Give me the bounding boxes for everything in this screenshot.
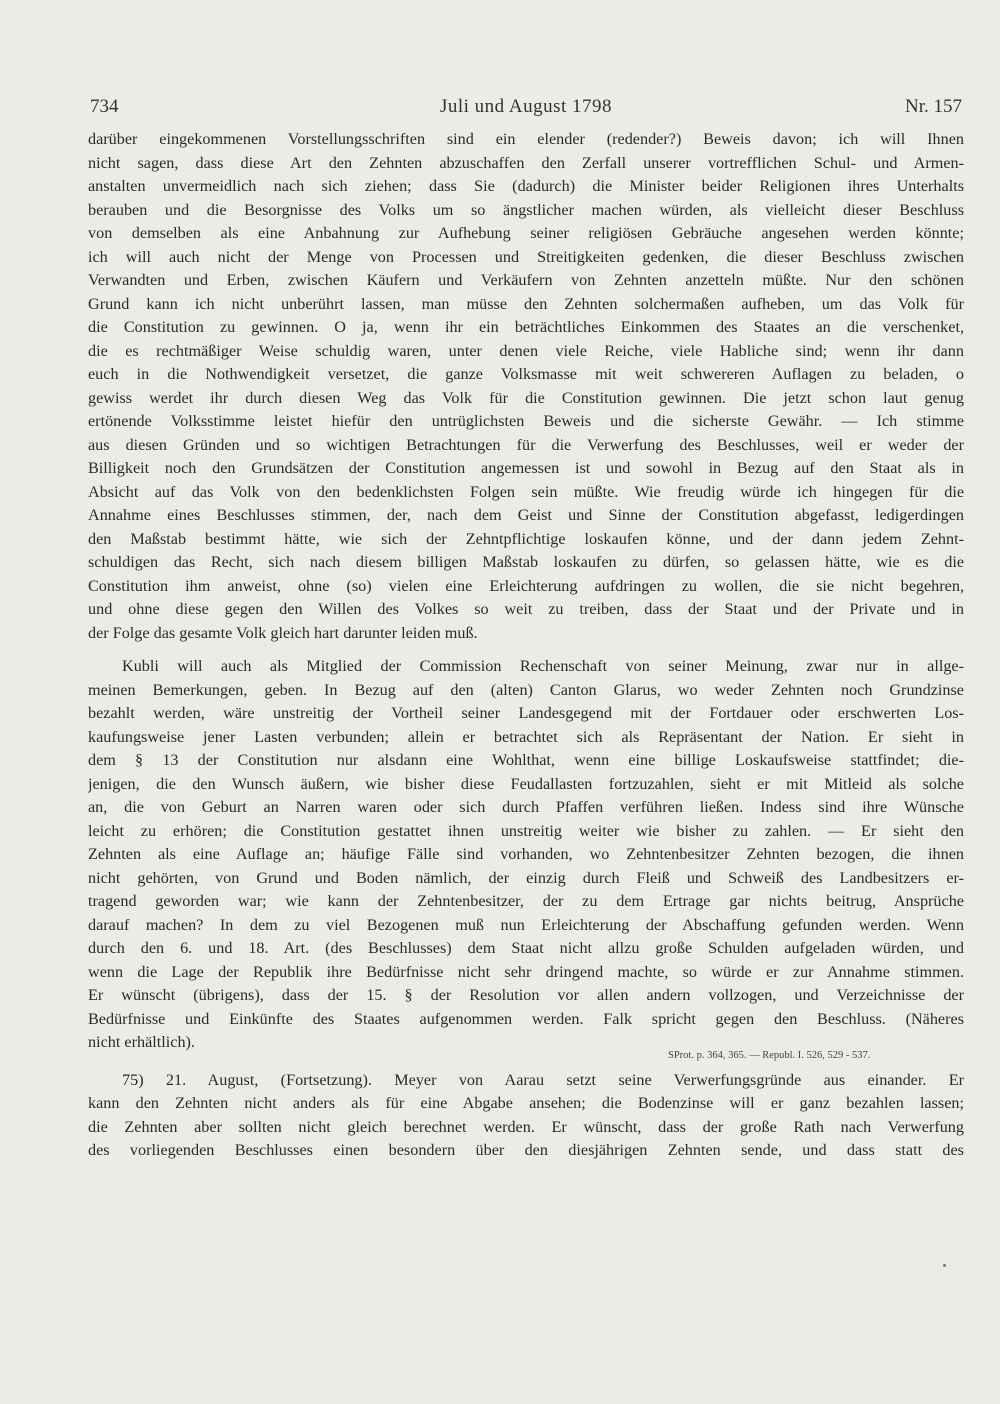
text-line: anstalten unvermeidlich nach sich ziehen; dass Sie (dadurch) die Minister beider Religionen ihres Unterhalts [88,177,964,195]
text-line: bezahlt werden, wäre unstreitig der Vortheil seiner Landesgegend mit der Fortdauer oder erschwerten Los- [88,704,964,722]
text-line: die Constitution zu gewinnen. O ja, wenn ihr ein beträchtliches Einkommen des Staates an die verschenket, [88,318,964,336]
text-line: den Maßstab bestimmt hätte, wie sich der Zehntpflichtige loskaufen könne, und der dann jedem Zehnt- [88,529,964,548]
text-line: und ohne diese gegen den Willen des Volkes so weit zu treiben, dass der Staat und der Private und in [88,600,964,618]
text-line: 75) 21. August, (Fortsetzung). Meyer von Aarau setzt seine Verwerfungsgründe aus einander. Er [122,1070,964,1089]
text-line: von demselben als eine Anbahnung zur Aufhebung seiner religiösen Gebräuche angesehen werden könnte; [88,224,964,242]
text-line: des vorliegenden Beschlusses einen besondern über den diesjährigen Zehnten sende, und dass statt des [88,1141,964,1159]
text-line: der Folge das gesamte Volk gleich hart darunter leiden muß. [88,623,478,642]
document-number: Nr. 157 [905,96,962,117]
text-line: Zehnten als eine Auflage an; häufige Fälle sind vorhanden, wo Zehntenbesitzer Zehnten bezogen, die ihnen [88,845,964,863]
text-line: Er wünscht (übrigens), dass der 15. § der Resolution vor allen andern vollzogen, und Verzeichnisse der [88,986,964,1004]
text-line: nicht gehörten, von Grund und Boden nämlich, der einzig durch Fleiß und Schweiß des Landbesitzers er- [88,868,964,887]
text-line: Kubli will auch als Mitglied der Commission Rechenschaft von seiner Meinung, zwar nur in allge- [122,657,964,675]
text-line: Billigkeit noch den Grundsätzen der Constitution angemessen ist und sowohl in Bezug auf den Staat als in [88,459,964,477]
text-line: ertönende Volksstimme leistet hiefür den untrüglichsten Beweis und die sicherste Gewähr. — Ich stimme [88,412,964,430]
text-line: euch in die Nothwendigkeit versetzet, die ganze Volksmasse mit weit schwereren Auflagen zu beladen, o [88,365,964,383]
text-line: tragend geworden war; wie kann der Zehntenbesitzer, der zu dem Ertrage gar nichts beitrug, Ansprüche [88,892,964,910]
text-line: kann den Zehnten nicht anders als für eine Abgabe ansehen; die Bodenzinse will er ganz bezahlen lassen; [88,1094,964,1112]
text-line: jenigen, die den Wunsch äußern, wie bisher diese Feudallasten fortzuzahlen, sieht er mit Mitleid als solche [88,774,964,793]
print-speck [943,1264,946,1267]
source-reference: SProt. p. 364, 365. — Republ. I. 526, 529 - 537. [668,1050,871,1061]
body-text [88,128,964,1163]
text-line: berauben und die Besorgnisse des Volks um so ängstlicher machen würden, als vielleicht dieser Beschluss [88,200,964,219]
text-line: schuldigen das Recht, sich nach diesem billigen Maßstab loskaufen zu dürfen, so gelassen hätte, wie es die [88,553,964,571]
paragraph-gap [88,645,964,655]
text-line: Verwandten und Erben, zwischen Käufern und Verkäufern von Zehnten anzetteln müßte. Nur den schönen [88,271,964,289]
text-line: aus diesen Gründen und so wichtigen Betrachtungen für die Verwerfung des Beschlusses, weil er weder der [88,435,964,454]
running-title: Juli und August 1798 [439,96,613,117]
text-line: Constitution ihm anweist, ohne (so) vielen eine Erleichterung aufdringen zu wollen, die sie nicht begehren, [88,576,964,595]
text-line: ich will auch nicht der Menge von Processen und Streitigkeiten gedenken, die dieser Beschluss zwischen [88,247,964,266]
text-line: meinen Bemerkungen, geben. In Bezug auf den (alten) Canton Glarus, wo weder Zehnten noch Grundzinse [88,680,964,699]
text-line: dem § 13 der Constitution nur alsdann eine Wohlthat, wenn eine billige Loskaufsweise stattfindet; die- [88,751,964,769]
text-line: nicht erhältlich). [88,1033,195,1051]
text-line: durch den 6. und 18. Art. (des Beschlusses) dem Staat nicht allzu große Schulden aufgeladen würden, und [88,939,964,957]
paragraph-2 [88,655,964,1055]
page-number: 734 [90,96,119,117]
text-line: gewiss werdet ihr durch diesen Weg das Volk für die Constitution gewinnen. Die jetzt schon laut genug [88,388,964,407]
paragraph-1 [88,128,964,645]
text-line: wenn die Lage der Republik ihre Bedürfnisse nicht sehr dringend machte, so würde er zur Annahme stimmen. [88,962,964,981]
text-line: kaufungsweise jener Lasten verbunden; allein er betrachtet sich als Repräsentant der Nation. Er sieht in [88,727,964,746]
text-line: die es rechtmäßiger Weise schuldig waren, unter denen viele Reiche, viele Habliche sind; wenn ihr dann [88,341,964,360]
text-line: Bedürfnisse und Einkünfte des Staates aufgenommen werden. Falk spricht gegen den Beschluss. (Näheres [88,1009,964,1028]
text-line: darauf machen? In dem zu viel Bezogenen muß nun Erleichterung der Abschaffung gefunden werden. Wenn [88,915,964,934]
paragraph-3 [88,1069,964,1163]
text-line: Annahme eines Beschlusses stimmen, der, nach dem Geist und Sinne der Constitution abgefasst, ledigerdingen [88,506,964,524]
text-line: Grund kann ich nicht unberührt lassen, man müsse den Zehnten solchermaßen aufheben, um das Volk für [88,294,964,313]
text-line: an, die von Geburt an Narren waren oder sich durch Pfaffen verführen ließen. Indess sind ihre Wünsche [88,798,964,816]
running-header [90,96,962,122]
text-line: nicht sagen, dass diese Art den Zehnten abzuschaffen den Zerfall unserer vortrefflichen Schul- und Armen- [88,153,964,172]
text-line: Absicht auf das Volk von den bedenklichsten Folgen sein müßte. Wie freudig würde ich hingegen für die [88,482,964,501]
text-line: leicht zu erhören; die Constitution gestattet ihnen unstreitig weiter wie bisher zu zahlen. — Er sieht den [88,821,964,840]
text-line: die Zehnten aber sollten nicht gleich berechnet werden. Er wünscht, dass der große Rath nach Verwerfung [88,1117,964,1136]
text-line: darüber eingekommenen Vorstellungsschriften sind ein elender (redender?) Beweis davon; ich will Ihnen [88,130,964,148]
